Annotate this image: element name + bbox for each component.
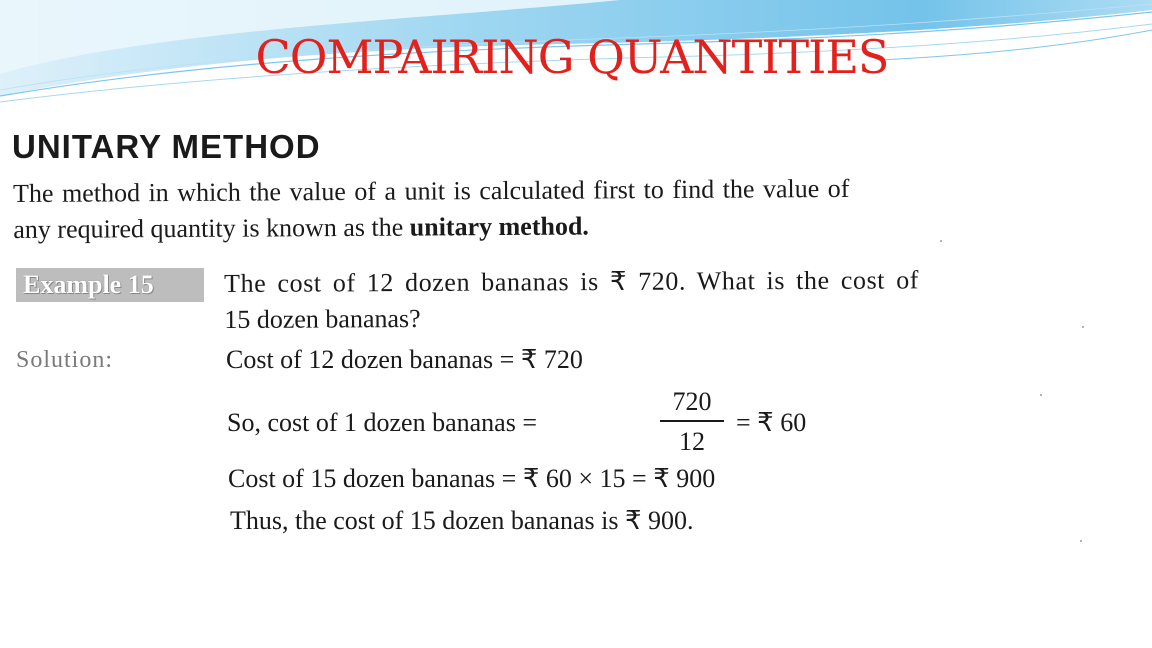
- scan-speck: [1040, 394, 1042, 396]
- scan-speck: [1082, 326, 1084, 328]
- solution-label: Solution:: [16, 347, 114, 373]
- definition-line-2-text: any required quantity is known as the: [13, 212, 410, 244]
- solution-line-1: Cost of 12 dozen bananas = ₹ 720: [226, 345, 583, 374]
- solution-line-2-prefix: So, cost of 1 dozen bananas =: [227, 408, 537, 437]
- question-line-2: 15 dozen bananas?: [224, 303, 421, 334]
- definition-line-1: The method in which the value of a unit is calculated first to find the value of: [13, 173, 850, 208]
- slide-title: [0, 30, 1152, 84]
- definition-paragraph: [13, 169, 1143, 248]
- example-question: [224, 261, 1144, 338]
- example-label: Example 15: [16, 268, 204, 302]
- fraction-bar: [660, 420, 724, 422]
- question-line-1: The cost of 12 dozen bananas is ₹ 720. What is the cost of: [224, 265, 920, 298]
- solution-line-4: Thus, the cost of 15 dozen bananas is ₹ 900.: [230, 506, 694, 535]
- scan-speck: [940, 240, 942, 242]
- definition-bold-term: unitary method.: [409, 211, 589, 242]
- scan-speck: [1080, 540, 1082, 542]
- section-heading: UNITARY METHOD: [12, 128, 321, 165]
- fraction-numerator: 720: [672, 387, 712, 416]
- solution-line-2-suffix: = ₹ 60: [736, 408, 807, 437]
- solution-fraction: [660, 386, 724, 458]
- solution-line-3: Cost of 15 dozen bananas = ₹ 60 × 15 = ₹ 900: [228, 464, 716, 493]
- fraction-denominator: 12: [679, 427, 705, 456]
- definition-line-2: [13, 205, 1143, 248]
- slide-title-text: COMPAIRING QUANTITIES: [255, 30, 889, 84]
